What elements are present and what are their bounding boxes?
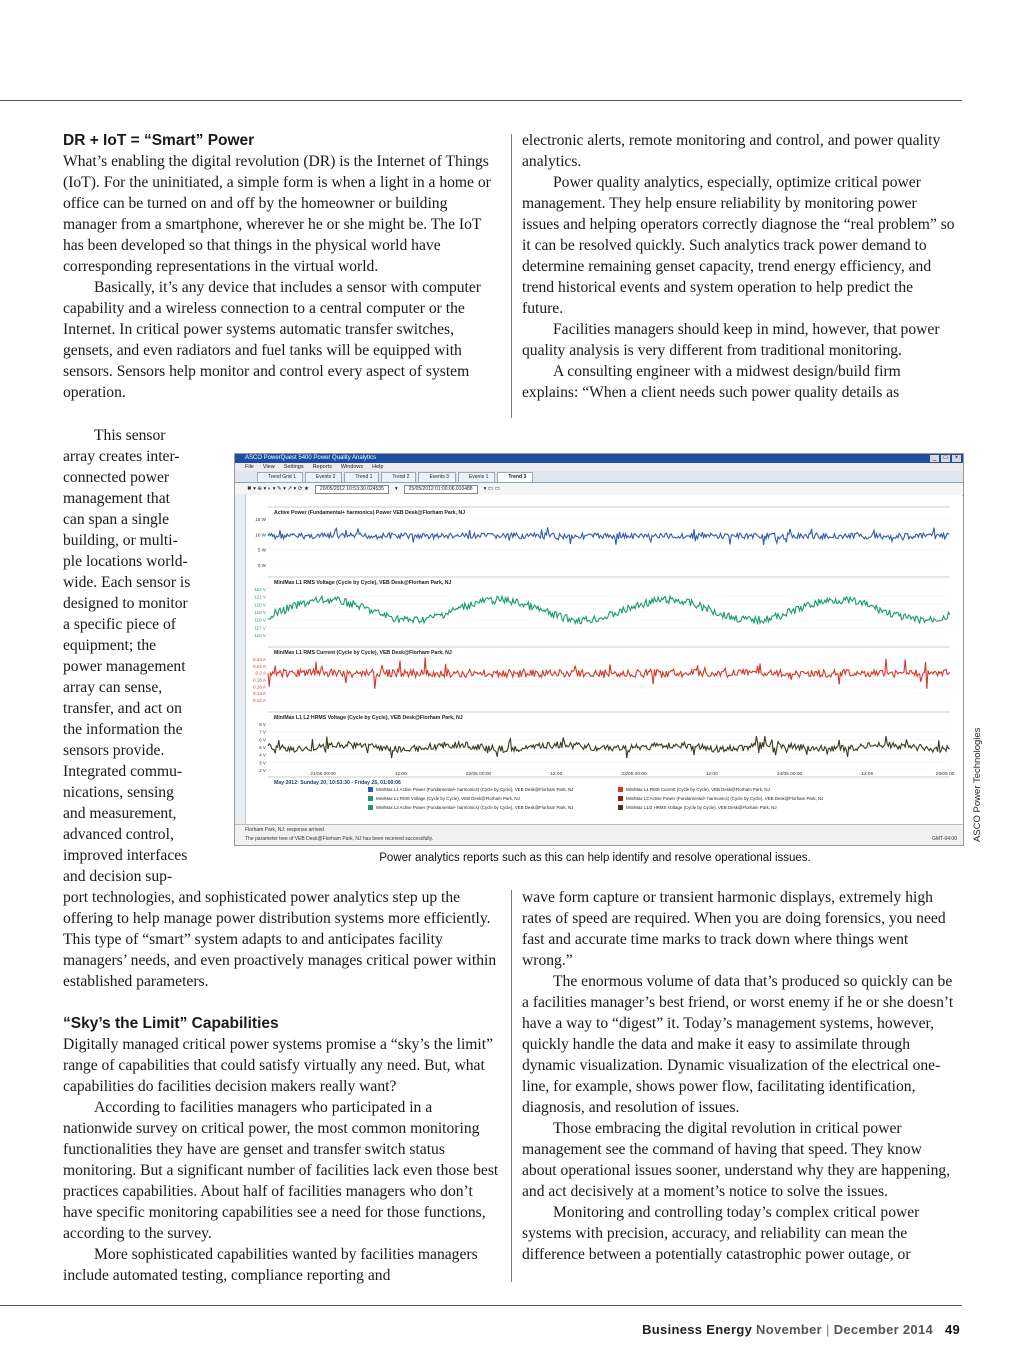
tab: Trend 1 — [344, 472, 379, 482]
y-tick-label: 116 V — [254, 633, 266, 638]
legend-swatch — [618, 796, 623, 801]
y-tick-label: 7 V — [259, 729, 266, 735]
y-tick-label: 2 V — [259, 768, 266, 773]
tab: Events 1 — [458, 472, 495, 482]
status-timezone: GMT-04:00 — [931, 836, 957, 842]
figure-caption: Power analytics reports such as this can help identify and resolve operational issues. — [379, 852, 811, 864]
y-tick-label: 122 V — [253, 587, 266, 592]
narrow-line: sensors provide. — [63, 742, 165, 759]
narrow-line: can span a single — [63, 511, 170, 528]
y-tick-label: 8 V — [259, 722, 266, 727]
narrow-line: designed to monitor — [63, 595, 188, 612]
narrow-text-column — [63, 425, 213, 887]
paragraph: The enormous volume of data that’s produced so quickly can be a facilities manager’s best friend, or worst enemy if he or she doesn’t have a way to “digest” it. Today’s management systems, however, quickly handle the data and make it easy to assimilate through dynamic visualization. Dynamic visualization of the electrical one-line, for example, shows power flow, facilitating identification, diagnosis, and resolution of issues. — [522, 973, 954, 1116]
tab: Events 3 — [418, 472, 455, 482]
side-panel-strip — [235, 494, 246, 824]
narrow-line: Integrated commu- — [63, 763, 183, 780]
paragraph: Facilities managers should keep in mind, however, that power quality analysis is very different from traditional monitoring. — [522, 321, 940, 359]
heading-skys-the-limit: “Sky’s the Limit” Capabilities — [63, 1015, 279, 1032]
maximize-icon: □ — [941, 455, 950, 462]
paragraph: According to facilities managers who participated in a nationwide survey on critical power, the most common monitoring functionalities they have are genset and transfer switch status monitoring. But a significant number of facilities lack even those best practices capabilities. About half of facilities managers who don’t have specific monitoring capabilities see a need for those functions, according to the survey. — [63, 1099, 499, 1242]
paragraph: electronic alerts, remote monitoring and control, and power quality analytics. — [522, 132, 941, 170]
y-tick-label: 0.16 A — [252, 684, 266, 690]
heading-smart-power: DR + IoT = “Smart” Power — [63, 132, 255, 149]
panel-title: Active Power (Fundamental+ harmonics) Power VEB Desk@Florham Park, NJ — [274, 510, 466, 516]
power-analytics-screenshot — [234, 453, 964, 846]
column-divider — [511, 134, 512, 418]
legend-swatch — [368, 805, 373, 810]
paragraph: Basically, it’s any device that includes a sensor with computer capability and a wireless connection to a central computer or the Internet. In critical power systems automatic transfer switches, gensets, and even radiators and fuel tanks will be equipped with sensors. Sensors help monitor and control every aspect of system operation. — [63, 279, 481, 401]
column-left-upper — [63, 130, 503, 403]
narrow-line: array can sense, — [63, 679, 163, 696]
toolbar-icons: ✖ ▾ ⊕ ▾ ◐ ▾ ✎ ▾ ↗ ▾ ⟳ ★ — [247, 486, 309, 492]
narrow-line: and decision sup- — [63, 868, 173, 885]
y-tick-label: 0.2 A — [255, 670, 266, 676]
trend-chart — [246, 495, 962, 813]
status-line-1: Florham Park, NJ: response arrived — [245, 827, 324, 833]
issue-month: November — [756, 1322, 823, 1337]
y-tick-label: 118 V — [254, 617, 266, 623]
narrow-line: power management — [63, 658, 186, 675]
y-tick-label: 4 V — [259, 752, 266, 758]
y-tick-label: 0 W — [257, 563, 266, 568]
status-line-2: The parameter tree of VEB Desk@Florham Park, NJ has been received successfully. — [245, 836, 434, 842]
toolbar: ✖ ▾ ⊕ ▾ ◐ ▾ ✎ ▾ ↗ ▾ ⟳ ★ 20/05/2012 10:53:30.024535 ▾ 25/05/2012 01:00:06.010488 ▾ ▭ ▭ — [235, 483, 963, 496]
page-footer: Business Energy November | December 2014 49 — [642, 1322, 960, 1337]
y-tick-label: 15 W — [255, 517, 266, 522]
narrow-line: ple locations world- — [63, 553, 188, 570]
y-tick-label: 10 W — [255, 532, 266, 538]
paragraph: port technologies, and sophisticated power analytics step up the offering to help manage power distribution systems more efficiently. This type of “smart” system adapts to and anticipates facility managers’ needs, and even proactively manages critical power within established parameters. — [63, 889, 497, 990]
y-tick-label: 117 V — [254, 625, 266, 631]
column-left-lower — [63, 887, 503, 1286]
magazine-name: Business Energy — [642, 1322, 753, 1337]
legend-swatch — [618, 805, 623, 810]
page-number: 49 — [944, 1322, 960, 1337]
legend-label: Min/Max L1 Active Power (Fundamental+ harmonics) (Cycle by Cycle), VEB Desk@Florham Park, NJ — [376, 787, 574, 792]
y-tick-label: 120 V — [253, 602, 266, 608]
x-tick-label: 12:00 — [550, 772, 563, 777]
y-tick-label: 0.24 A — [252, 657, 266, 662]
bottom-rule — [0, 1305, 962, 1306]
narrow-line: array creates inter- — [63, 448, 180, 465]
legend-swatch — [618, 787, 623, 792]
legend-label: Min/Max L1 RMS Voltage (Cycle by Cycle), VEB Desk@Florham Park, NJ — [376, 796, 520, 801]
x-tick-label: 12:00 — [394, 772, 407, 777]
narrow-line: This sensor — [94, 427, 166, 444]
legend-swatch — [368, 796, 373, 801]
tab-bar — [235, 471, 963, 483]
window-title: ASCO PowerQuest 5400 Power Quality Analytics — [245, 455, 377, 461]
column-right-lower — [522, 887, 956, 1265]
menu-item: Settings — [283, 464, 304, 470]
x-tick-label: 12:00 — [861, 772, 874, 777]
y-tick-label: 0.14 A — [252, 691, 266, 697]
legend-label: Min/Max L1 RMS Current (Cycle by Cycle), VEB Desk@Florham Park, NJ — [626, 787, 770, 792]
paragraph: Monitoring and controlling today’s complex critical power systems with precision, accuracy, and reliability can mean the difference between a potentially catastrophic power outage, or — [522, 1204, 920, 1263]
x-tick-label: 25/05 00 — [935, 772, 955, 777]
x-tick-label: 23/05 00:00 — [621, 772, 647, 777]
panel-title: Min/Max L1 RMS Current (Cycle by Cycle), VEB Desk@Florham Park, NJ — [274, 650, 452, 656]
y-tick-label: 0.22 A — [252, 663, 266, 669]
paragraph: Those embracing the digital revolution in critical power management see the command of having that speed. They know about operational issues sooner, understand why they are happening, and act decisively at a moment’s notice to solve the issues. — [522, 1120, 951, 1200]
tab: Events 2 — [305, 472, 342, 482]
paragraph: What’s enabling the digital revolution (DR) is the Internet of Things (IoT). For the uninitiated, a simple form is when a light in a home or office can be turned on and off by the homeowner or building manager from a smartphone, wherever he or she might be. The IoT has been developed so that things in the physical world have corresponding representations in the virtual world. — [63, 153, 491, 275]
x-tick-label: 12:00 — [705, 772, 718, 777]
photo-credit: ASCO Power Technologies — [972, 727, 983, 842]
y-tick-label: 5 V — [259, 745, 266, 750]
menu-item: View — [262, 464, 275, 470]
narrow-line: and measurement, — [63, 805, 177, 822]
paragraph: More sophisticated capabilities wanted by facilities managers include automated testing, compliance reporting and — [63, 1246, 478, 1284]
legend-swatch — [368, 787, 373, 792]
paragraph: A consulting engineer with a midwest design/build firm explains: “When a client needs such power quality details as — [522, 363, 901, 401]
column-right-upper — [522, 130, 956, 403]
narrow-line: advanced control, — [63, 826, 174, 843]
minimize-icon: _ — [930, 455, 939, 462]
menu-item: Help — [372, 464, 384, 470]
legend-label: Min/Max L3 Active Power (Fundamental+ harmonics) (Cycle by Cycle), VEB Desk@Florham Park, NJ — [626, 796, 824, 801]
legend-label: Min/Max L3 Active Power (Fundamental+ harmonics) (Cycle by Cycle), VEB Desk@Florham Park, NJ — [376, 805, 574, 810]
x-tick-label: 21/05 00:00 — [310, 772, 336, 777]
status-bar — [235, 824, 963, 845]
legend-label: Min/Max L1/2 HRMS Voltage (Cycle by Cycle), VEB Desk@Florham Park, NJ — [626, 805, 777, 810]
issue-month-year: December 2014 — [833, 1322, 934, 1337]
panel-title: Min/Max L1 RMS Voltage (Cycle by Cycle), VEB Desk@Florham Park, NJ — [274, 580, 452, 586]
column-divider — [511, 890, 512, 1282]
x-tick-label: 24/05 00:00 — [776, 772, 803, 777]
y-tick-label: 0.12 A — [252, 698, 266, 703]
narrow-line: connected power — [63, 469, 170, 486]
narrow-line: improved interfaces — [63, 847, 188, 864]
narrow-line: wide. Each sensor is — [63, 574, 191, 591]
panel-title: Min/Max L1 L2 HRMS Voltage (Cycle by Cycle), VEB Desk@Florham Park, NJ — [274, 715, 463, 721]
close-icon: × — [952, 455, 961, 462]
y-tick-label: 5 W — [257, 547, 266, 553]
menu-bar — [235, 463, 963, 471]
menu-item: Reports — [312, 464, 332, 470]
narrow-line: building, or multi- — [63, 532, 178, 549]
from-date-field: 20/05/2012 10:53:30.024535 — [315, 485, 389, 494]
paragraph: wave form capture or transient harmonic displays, extremely high rates of speed are required. When you are doing forensics, you need fast and accurate time marks to track down where things went wrong.” — [522, 889, 946, 969]
x-tick-label: 22/05 00:00 — [465, 772, 492, 777]
y-tick-label: 119 V — [254, 610, 266, 615]
y-tick-label: 6 V — [259, 737, 266, 743]
narrow-line: transfer, and act on — [63, 700, 182, 717]
narrow-line: nications, sensing — [63, 784, 174, 801]
narrow-line: equipment; the — [63, 637, 157, 654]
menu-item: File — [245, 464, 254, 470]
time-range-label: May 2012: Sunday 20, 10:53:30 - Friday 25, 01:00:06 — [274, 780, 401, 786]
tab: Trend 3 — [497, 472, 533, 482]
menu-item: Windows — [340, 464, 364, 470]
y-tick-label: 0.18 A — [252, 677, 266, 683]
to-date-field: 25/05/2012 01:00:06.010488 — [404, 485, 478, 494]
tab: Trend 2 — [381, 472, 416, 482]
y-tick-label: 3 V — [259, 760, 266, 766]
tab: Trend Grid 1 — [257, 472, 303, 482]
narrow-line: a specific piece of — [63, 616, 176, 633]
y-tick-label: 121 V — [253, 594, 266, 600]
window-titlebar — [235, 454, 963, 463]
narrow-line: management that — [63, 490, 170, 507]
paragraph: Digitally managed critical power systems promise a “sky’s the limit” range of capabilities that could satisfy virtually any need. But, what capabilities do facilities decision makers really want? — [63, 1036, 494, 1095]
paragraph: Power quality analytics, especially, optimize critical power management. They help ensure reliability by monitoring power issues and helping operators correctly diagnose the “real problem” so it can be resolved quickly. Such analytics track power demand to determine remaining genset capacity, trend energy efficiency, and trend historical events and system operation to help predict the future. — [522, 174, 955, 317]
top-rule — [0, 100, 962, 101]
narrow-line: the information the — [63, 721, 183, 738]
